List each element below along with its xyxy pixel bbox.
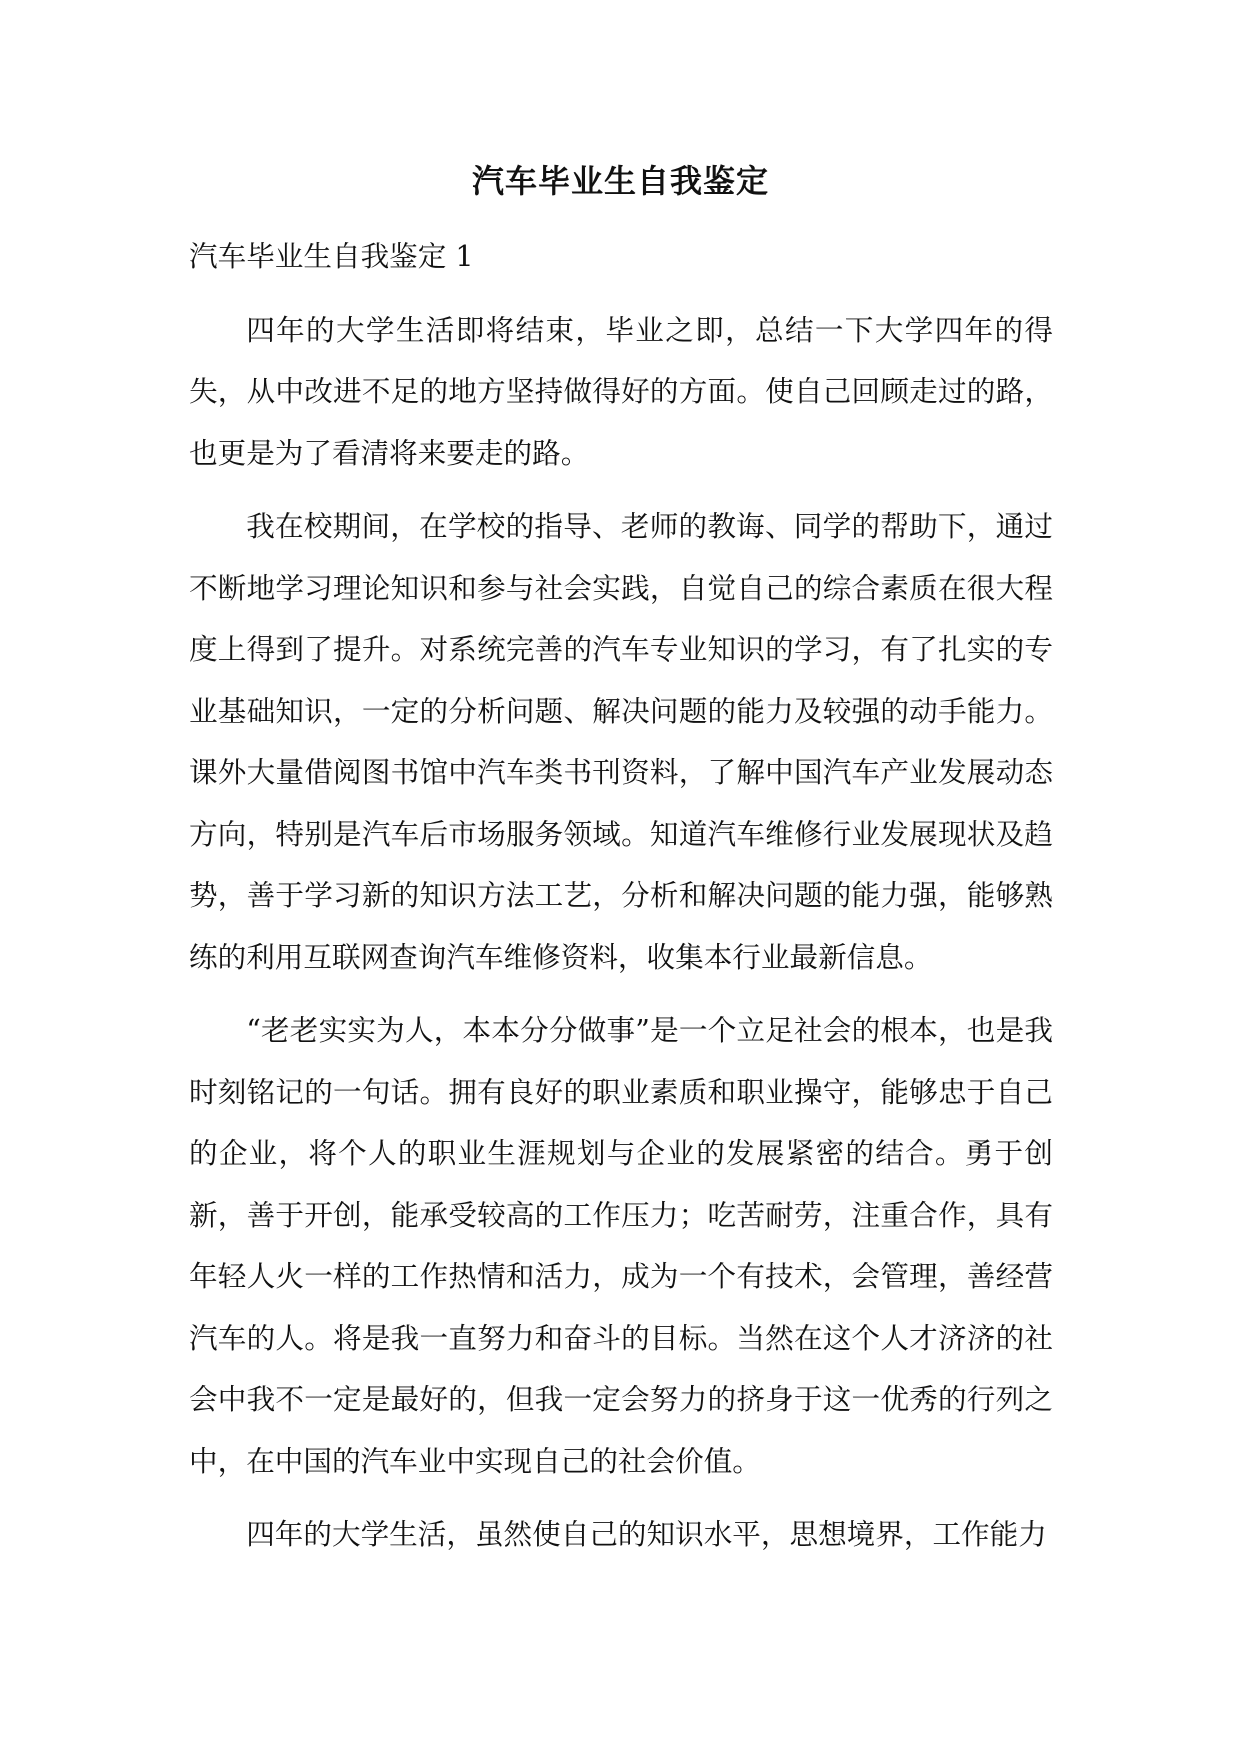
paragraph-intro: 四年的大学生活即将结束，毕业之即，总结一下大学四年的得失，从中改进不足的地方坚持做得好的方面。使自己回顾走过的路，也更是为了看清将来要走的路。 bbox=[189, 312, 1053, 470]
document-title: 汽车毕业生自我鉴定 bbox=[471, 162, 769, 200]
paragraph-character: “老老实实为人，本本分分做事”是一个立足社会的根本，也是我时刻铭记的一句话。拥有良好的职业素质和职业操守，能够忠于自己的企业，将个人的职业生涯规划与企业的发展紧密的结合。勇于创新，善于开创，能承受较高的工作压力；吃苦耐劳，注重合作，具有年轻人火一样的工作热情和活力，成为一个有技术，会管理，善经营汽车的人。将是我一直努力和奋斗的目标。当然在这个人才济济的社会中我不一定是最好的，但我一定会努力的挤身于这一优秀的行列之中，在中国的汽车业中实现自己的社会价值。 bbox=[189, 1013, 1053, 1478]
paragraph-summary: 四年的大学生活，虽然使自己的知识水平，思想境界，工作能力 bbox=[246, 1517, 1047, 1551]
paragraph-study: 我在校期间，在学校的指导、老师的教诲、同学的帮助下，通过不断地学习理论知识和参与社会实践，自觉自己的综合素质在很大程度上得到了提升。对系统完善的汽车专业知识的学习，有了扎实的专业基础知识，一定的分析问题、解决问题的能力及较强的动手能力。课外大量借阅图书馆中汽车类书刊资料，了解中国汽车产业发展动态方向，特别是汽车后市场服务领域。知道汽车维修行业发展现状及趋势，善于学习新的知识方法工艺，分析和解决问题的能力强，能够熟练的利用互联网查询汽车维修资料，收集本行业最新信息。 bbox=[189, 509, 1053, 974]
document-body bbox=[189, 226, 1053, 1578]
section-heading: 汽车毕业生自我鉴定 1 bbox=[189, 239, 474, 273]
